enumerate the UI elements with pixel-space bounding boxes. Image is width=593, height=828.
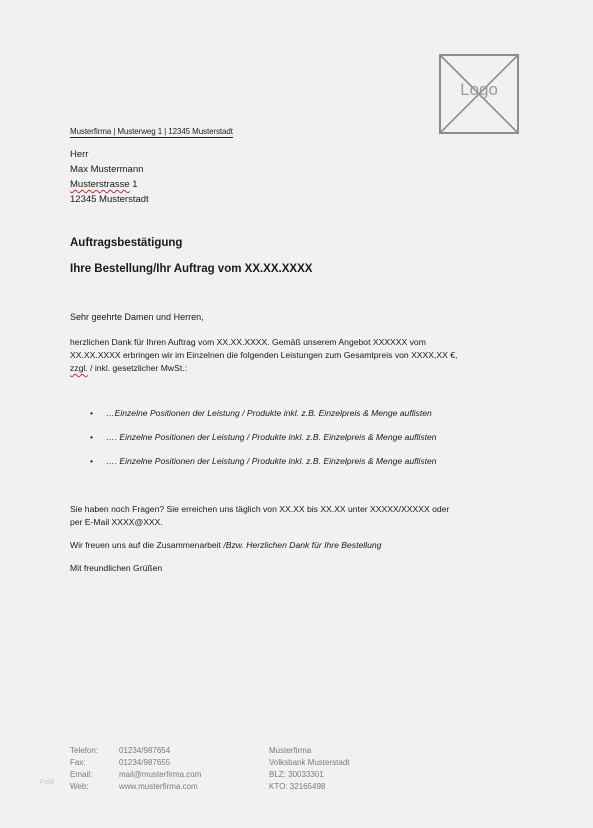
list-item-text: …. Einzelne Positionen der Leistung / Produkte inkl. z.B. Einzelpreis & Menge auflisten	[106, 432, 437, 442]
bullet-icon: •	[90, 408, 94, 418]
footer-label: Web:	[70, 782, 89, 791]
logo-text: Logo	[460, 80, 498, 99]
list-item-text: …Einzelne Positionen der Leistung / Produkte inkl. z.B. Einzelpreis & Menge auflisten	[106, 408, 432, 418]
footer-bank-info: KTO: 32165498	[269, 782, 326, 791]
closing-greeting: Mit freundlichen Grüßen	[70, 563, 163, 573]
thanks-text: Wir freuen uns auf die Zusammenarbeit	[70, 540, 224, 550]
intro-paragraph	[70, 336, 540, 375]
intro-line-3	[70, 362, 540, 375]
footer-bank-info: Volksbank Musterstadt	[269, 758, 350, 767]
document-title: Auftragsbestätigung	[70, 237, 183, 249]
list-item	[90, 431, 437, 455]
logo-placeholder	[439, 54, 519, 134]
footer-label: Telefon:	[70, 746, 99, 755]
footer-value: mail@musterfirma.com	[119, 770, 202, 779]
footer-row	[70, 769, 409, 781]
bullet-icon: •	[90, 456, 94, 466]
intro-line-3-rest: / inkl. gesetzlicher MwSt.:	[87, 363, 188, 373]
footer-value: www.musterfirma.com	[119, 782, 198, 791]
thanks-italic-text: /Bzw. Herzlichen Dank für Ihre Bestellung	[223, 540, 382, 550]
list-item	[90, 455, 437, 479]
sender-address-line: Musterfirma | Musterweg 1 | 12345 Musterstadt	[70, 127, 233, 136]
contact-paragraph	[70, 503, 540, 529]
footer-value: 01234/987654	[119, 746, 171, 755]
recipient-city: 12345 Musterstadt	[70, 194, 149, 205]
footer-row	[70, 781, 409, 793]
recipient-street-name: Musterstrasse	[70, 179, 130, 190]
recipient-street-number: 1	[129, 179, 138, 190]
positions-list	[90, 407, 437, 479]
list-item-text: …. Einzelne Positionen der Leistung / Produkte inkl. z.B. Einzelpreis & Menge auflisten	[106, 456, 437, 466]
intro-line-2: XX.XX.XXXX erbringen wir im Einzelnen die folgenden Leistungen zum Gesamtpreis von XXXX,XX €,	[70, 350, 458, 360]
footer-label: Fax:	[70, 758, 86, 767]
bullet-icon: •	[90, 432, 94, 442]
footer-row	[70, 757, 409, 769]
salutation: Sehr geehrte Damen und Herren,	[70, 312, 204, 322]
footer-label: Email:	[70, 770, 93, 779]
intro-line-3-start: zzgl.	[70, 363, 88, 373]
thanks-paragraph	[70, 540, 381, 550]
recipient-name: Max Mustermann	[70, 164, 144, 175]
contact-line-2: per E-Mail XXXX@XXX.	[70, 517, 163, 527]
footer	[70, 745, 409, 793]
recipient-address	[70, 147, 149, 207]
list-item	[90, 407, 437, 431]
footer-value: 01234/987655	[119, 758, 171, 767]
footer-bank-info: BLZ: 30033301	[269, 770, 324, 779]
recipient-street	[70, 177, 149, 192]
document-subject: Ihre Bestellung/Ihr Auftrag vom XX.XX.XXXX	[70, 263, 313, 275]
recipient-title: Herr	[70, 149, 89, 160]
margin-mark: Feld	[40, 779, 54, 786]
intro-line-1: herzlichen Dank für Ihren Auftrag vom XX.XX.XXXX. Gemäß unserem Angebot XXXXXX vom	[70, 337, 426, 347]
footer-row	[70, 745, 409, 757]
footer-bank-info: Musterfirma	[269, 746, 312, 755]
contact-line-1: Sie haben noch Fragen? Sie erreichen uns täglich von XX.XX bis XX.XX unter XXXXX/XXXXX oder	[70, 504, 450, 514]
